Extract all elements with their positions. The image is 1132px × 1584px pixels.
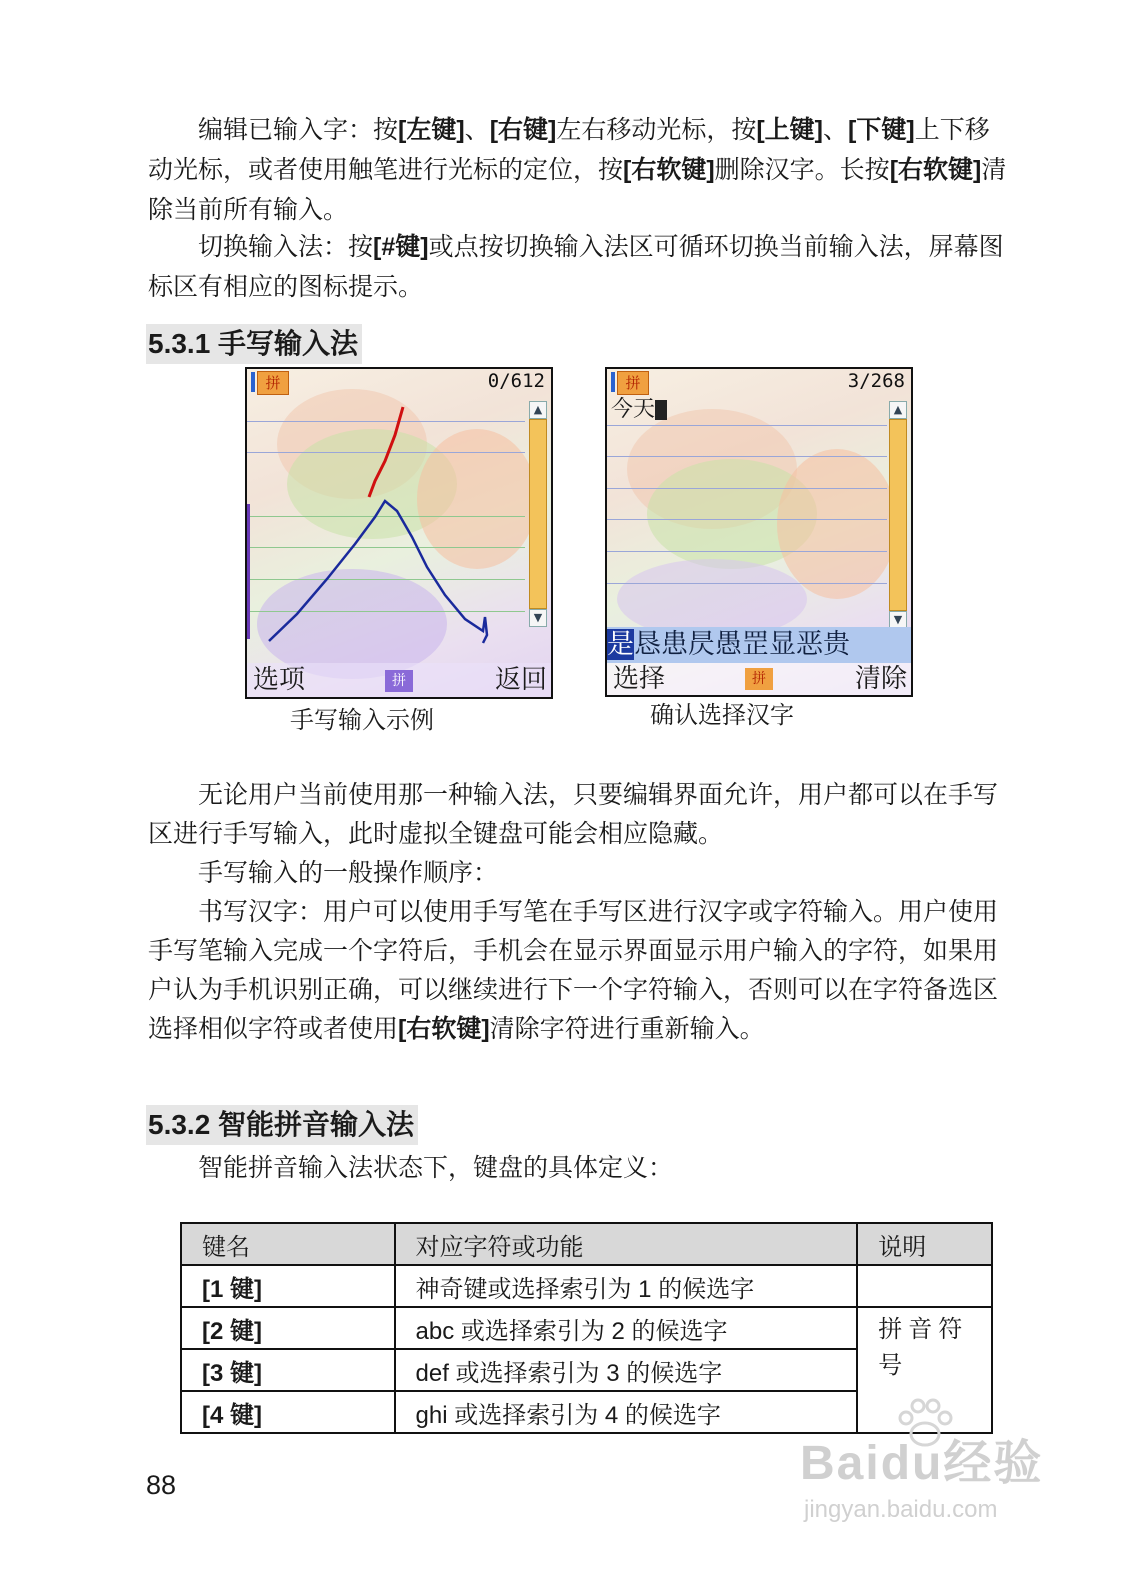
paragraph-switch-ime: 切换输入法：按[#键]或点按切换输入法区可循环切换当前输入法，屏幕图标区有相应的图标提示。 <box>148 232 1004 301</box>
key-cell: [1 键] <box>181 1265 395 1307</box>
ime-switch-icon[interactable]: 拼 <box>385 670 413 692</box>
caption-candidates: 确认选择汉字 <box>650 701 794 729</box>
key-cell: [4 键] <box>181 1391 395 1433</box>
candidate-item[interactable]: 昃 <box>688 629 715 660</box>
candidate-item[interactable]: 恶 <box>796 629 823 660</box>
ime-pinyin-icon: 拼 <box>257 371 289 395</box>
header-key-name: 键名 <box>181 1223 395 1265</box>
char-counter: 3/268 <box>847 370 905 392</box>
scroll-up-button[interactable]: ▲ <box>529 401 547 419</box>
scroll-down-button[interactable]: ▼ <box>529 609 547 627</box>
key-cell: [3 键] <box>181 1349 395 1391</box>
table-header-row <box>181 1223 992 1265</box>
header-function: 对应字符或功能 <box>395 1223 858 1265</box>
paragraph-keyboard-definition: 智能拼音输入法状态下，键盘的具体定义： <box>198 1153 674 1182</box>
phone-screen-handwriting <box>245 367 553 699</box>
candidate-item[interactable]: 显 <box>769 629 796 660</box>
section-heading-531: 5.3.1 手写输入法 <box>146 324 362 364</box>
softkey-bar <box>607 663 911 695</box>
candidate-bar <box>607 627 911 663</box>
candidate-item[interactable]: 罡 <box>742 629 769 660</box>
input-text: 今天 <box>611 397 656 422</box>
char-counter: 0/612 <box>487 370 545 392</box>
softkey-options[interactable]: 选项 <box>253 665 306 695</box>
candidate-item[interactable]: 愚 <box>715 629 742 660</box>
phone-screen-candidates <box>605 367 913 697</box>
stroke-blue <box>269 501 487 643</box>
function-cell: 神奇键或选择索引为 1 的候选字 <box>395 1265 858 1307</box>
baidu-watermark <box>800 1400 1060 1530</box>
input-text-line[interactable] <box>611 397 667 423</box>
function-cell: abc 或选择索引为 2 的候选字 <box>395 1307 858 1349</box>
key-cell: [2 键] <box>181 1307 395 1349</box>
table-row <box>181 1307 992 1349</box>
softkey-bar <box>247 663 551 697</box>
header-note: 说明 <box>857 1223 992 1265</box>
page-number: 88 <box>146 1470 177 1500</box>
function-cell: ghi 或选择索引为 4 的候选字 <box>395 1391 858 1433</box>
scroll-up-button[interactable]: ▲ <box>889 401 907 419</box>
note-cell: 拼音符号 <box>857 1307 992 1433</box>
status-bar <box>607 369 911 395</box>
section-heading-532: 5.3.2 智能拼音输入法 <box>146 1105 418 1145</box>
paragraph-edit-text: 编辑已输入字：按[左键]、[右键]左右移动光标，按[上键]、[下键]上下移动光标，或者使用触笔进行光标的定位，按[右软键]删除汉字。长按[右软键]清除当前所有输入。 <box>148 115 1007 224</box>
scroll-down-button[interactable]: ▼ <box>889 611 907 629</box>
watermark-brand: Baidu经验 <box>800 1437 1044 1490</box>
caption-handwriting: 手写输入示例 <box>290 706 434 734</box>
softkey-back[interactable]: 返回 <box>494 665 547 695</box>
note-cell <box>857 1265 992 1307</box>
function-cell: def 或选择索引为 3 的候选字 <box>395 1349 858 1391</box>
paragraph-handwriting-area: 无论用户当前使用那一种输入法，只要编辑界面允许，用户都可以在手写区进行手写输入，此时虚拟全键盘可能会相应隐藏。 <box>148 780 999 848</box>
table-row <box>181 1265 992 1307</box>
handwriting-strokes <box>247 369 551 697</box>
watermark-url: jingyan.baidu.com <box>804 1496 998 1523</box>
softkey-clear[interactable]: 清除 <box>854 664 907 694</box>
paragraph-write-chars: 书写汉字：用户可以使用手写笔在手写区进行汉字或字符输入。用户使用手写笔输入完成一个字符后，手机会在显示界面显示用户输入的字符，如果用户认为手机识别正确，可以继续进行下一个字符输入，否则可以在字符备选区选择相似字符或者使用[右软键]清除字符进行重新输入。 <box>148 897 999 1043</box>
candidate-item[interactable]: 恳 <box>634 629 661 660</box>
stroke-red <box>369 407 403 497</box>
scrollbar[interactable] <box>889 419 907 611</box>
candidate-item[interactable]: 贵 <box>823 629 850 660</box>
text-cursor <box>655 400 667 420</box>
pin-icon <box>611 372 615 392</box>
candidate-item-selected[interactable]: 是 <box>607 629 634 660</box>
candidate-item[interactable]: 患 <box>661 629 688 660</box>
softkey-select[interactable]: 选择 <box>613 664 666 694</box>
ime-switch-icon[interactable]: 拼 <box>745 668 773 690</box>
ime-pinyin-icon: 拼 <box>617 371 649 395</box>
paragraph-operation-order: 手写输入的一般操作顺序： <box>198 858 499 887</box>
